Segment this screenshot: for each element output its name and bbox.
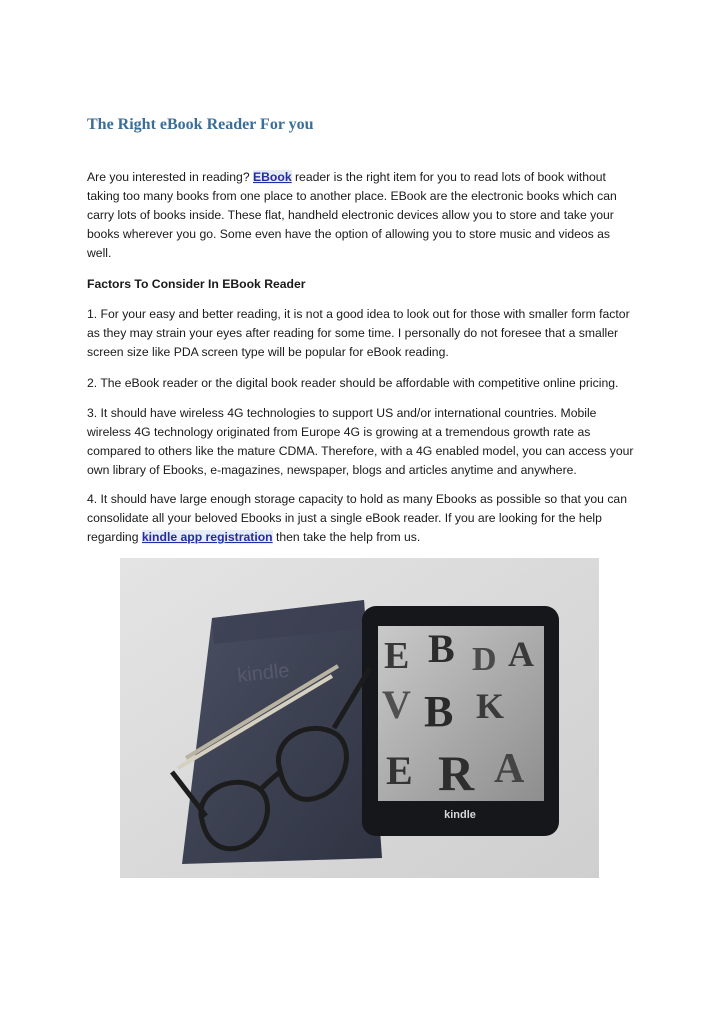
factor-4-paragraph	[87, 490, 635, 547]
device-brand-text: kindle	[444, 809, 476, 821]
intro-text-after: reader is the right item for you to read lots of book without taking too many books from one place to another place. EBook are the electronic books which can carry lots of books inside. These flat, handheld electronic devices allow you to store and take your books wherever you go. Some even have the option of allowing you to store music and videos as well.	[87, 170, 617, 260]
cover-brand-text: kindle	[236, 659, 291, 687]
factor-4-text-before: 4. It should have large enough storage capacity to hold as many Ebooks as possible so that you can consolidate all your beloved Ebooks in just a single eBook reader. If you are looking for the help regarding	[87, 492, 627, 544]
screen-letter: E	[384, 635, 410, 677]
kindle-illustration	[120, 558, 599, 878]
factor-3-paragraph: 3. It should have wireless 4G technologies to support US and/or international countries. Mobile wireless 4G technology originated from Europe 4G is growing at a tremendous growth rate as compared to others like the mature CDMA. Therefore, with a 4G enabled model, you can access your own library of Ebooks, e-magazines, newspaper, blogs and articles anytime and anywhere.	[87, 406, 634, 477]
ebook-link[interactable]: EBook	[253, 170, 292, 184]
intro-paragraph	[87, 168, 635, 263]
factor-2-paragraph: 2. The eBook reader or the digital book reader should be affordable with competitive online pricing.	[87, 376, 619, 390]
factor-4-text-after: then take the help from us.	[272, 530, 421, 544]
screen-letter: A	[508, 634, 534, 674]
screen-letter: V	[382, 682, 411, 727]
page-title: The Right eBook Reader For you	[87, 116, 314, 133]
kindle-cover	[182, 600, 382, 864]
factor-1-paragraph: 1. For your easy and better reading, it is not a good idea to look out for those with smaller form factor as they may strain your eyes after reading for some time. I personally do not foresee that a smaller screen size like PDA screen type will be popular for eBook reading.	[87, 307, 630, 359]
kindle-app-registration-link[interactable]: kindle app registration	[141, 530, 273, 544]
screen-letter: D	[472, 641, 497, 678]
screen-letter: B	[424, 687, 454, 736]
ebook-reader-photo	[120, 558, 599, 878]
screen-letter: B	[428, 626, 455, 671]
screen-letter: R	[438, 745, 475, 801]
factors-heading: Factors To Consider In EBook Reader	[87, 277, 306, 291]
screen-letter: E	[386, 748, 413, 793]
intro-text-before: Are you interested in reading?	[87, 170, 253, 184]
screen-letter: A	[494, 746, 525, 792]
screen-letter: K	[476, 686, 505, 726]
